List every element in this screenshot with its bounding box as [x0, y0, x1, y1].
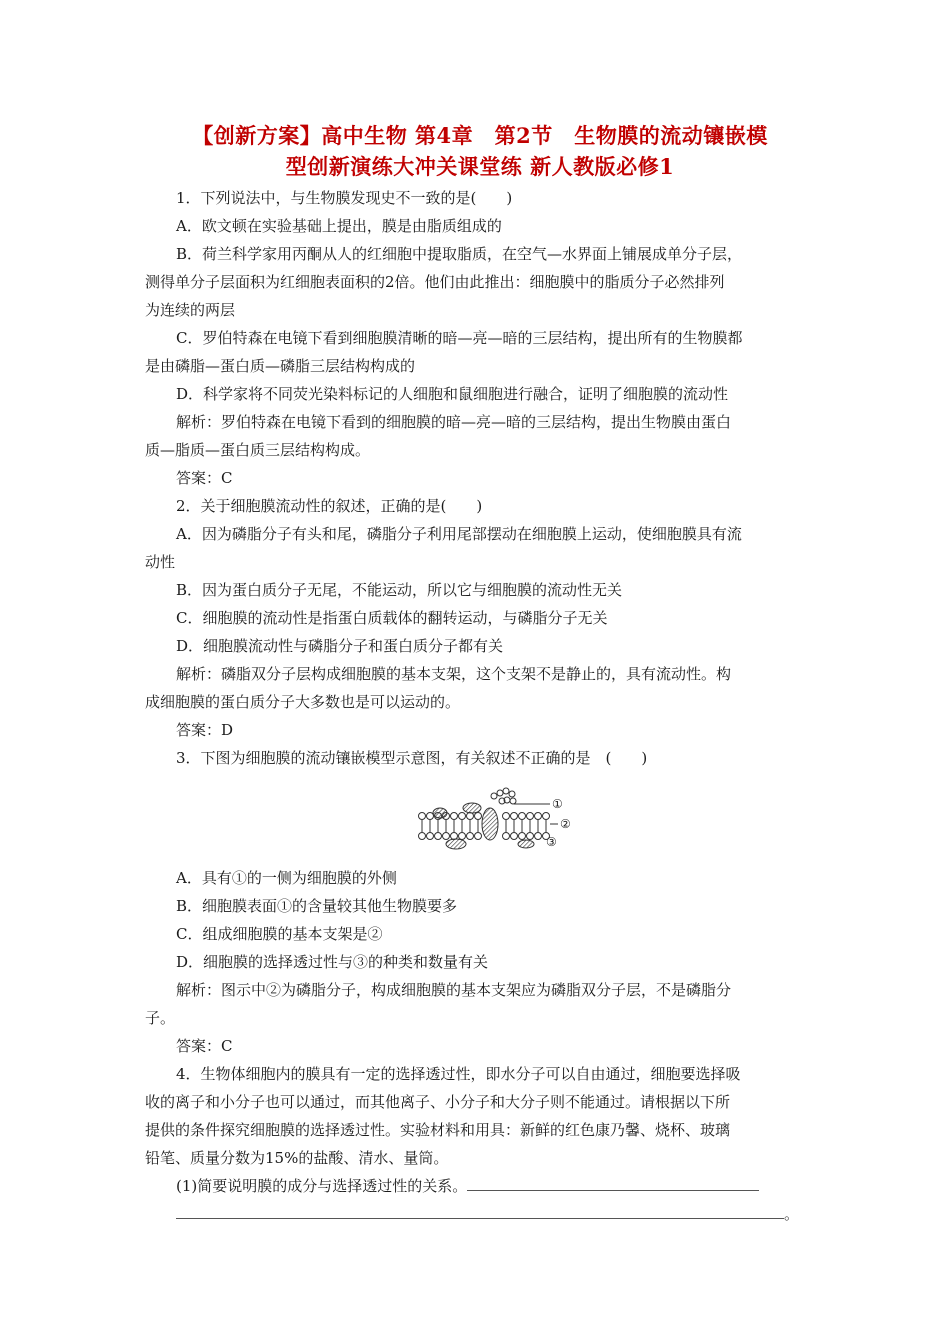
integral-protein: [482, 808, 498, 840]
q4-paragraph-line3: 提供的条件探究细胞膜的选择透过性。实验材料和用具：新鲜的红色康乃馨、烧杯、玻璃: [145, 1121, 731, 1139]
title-line-1: 【创新方案】高中生物 第4章 第2节 生物膜的流动镶嵌模: [192, 123, 768, 148]
peripheral-protein-3: [518, 840, 534, 848]
q1-option-b-line2: 测得单分子层面积为红细胞表面积的2倍。他们由此推出：细胞膜中的脂质分子必然排列: [145, 273, 725, 291]
surface-protein: [463, 803, 481, 813]
q1-option-a: A．欧文顿在实验基础上提出，膜是由脂质组成的: [176, 217, 502, 235]
q1-option-c-line2: 是由磷脂—蛋白质—磷脂三层结构构成的: [145, 357, 416, 375]
answer-blank-1[interactable]: [467, 1176, 759, 1191]
q3-option-d: D．细胞膜的选择透过性与③的种类和数量有关: [176, 953, 489, 971]
q1-option-c-line1: C．罗伯特森在电镜下看到细胞膜清晰的暗—亮—暗的三层结构，提出所有的生物膜都: [176, 329, 743, 347]
title-line-2: 型创新演练大冲关课堂练 新人教版必修1: [285, 154, 675, 179]
q1-option-b-line1: B．荷兰科学家用丙酮从人的红细胞中提取脂质，在空气—水界面上铺展成单分子层，: [176, 245, 743, 263]
answer-end-mark: 。: [784, 1205, 800, 1223]
q4-answer-line-2: [176, 1204, 816, 1224]
q2-answer: 答案：D: [176, 721, 234, 739]
q2-option-d: D．细胞膜流动性与磷脂分子和蛋白质分子都有关: [176, 637, 504, 655]
q3-stem: 3．下图为细胞膜的流动镶嵌模型示意图，有关叙述不正确的是 ( ): [176, 749, 648, 767]
q4-paragraph-line1: 4．生物体细胞内的膜具有一定的选择透过性，即水分子可以自由通过，细胞要选择吸: [176, 1065, 741, 1083]
q4-subquestion-1-text: (1)简要说明膜的成分与选择透过性的关系。: [176, 1177, 468, 1195]
q3-explanation-line1: 解析：图示中②为磷脂分子，构成细胞膜的基本支架应为磷脂双分子层，不是磷脂分: [176, 981, 732, 999]
q3-answer: 答案：C: [176, 1037, 233, 1055]
q3-option-c: C．组成细胞膜的基本支架是②: [176, 925, 383, 943]
q2-option-a-line1: A．因为磷脂分子有头和尾，磷脂分子利用尾部摆动在细胞膜上运动，使细胞膜具有流: [176, 525, 742, 543]
peripheral-protein-2: [446, 839, 466, 849]
q1-option-d: D．科学家将不同荧光染料标记的人细胞和鼠细胞进行融合，证明了细胞膜的流动性: [176, 385, 729, 403]
q1-answer: 答案：C: [176, 469, 233, 487]
q4-paragraph-line2: 收的离子和小分子也可以通过，而其他离子、小分子和大分子则不能通过。请根据以下所: [145, 1093, 731, 1111]
fluid-mosaic-membrane-figure: [410, 786, 580, 856]
q2-option-b: B．因为蛋白质分子无尾，不能运动，所以它与细胞膜的流动性无关: [176, 581, 623, 599]
q2-explanation-line2: 成细胞膜的蛋白质分子大多数也是可以运动的。: [145, 693, 461, 711]
glycoprotein-chain: [491, 788, 516, 804]
q4-subquestion-1: [176, 1176, 816, 1196]
q2-option-c: C．细胞膜的流动性是指蛋白质载体的翻转运动，与磷脂分子无关: [176, 609, 608, 627]
q3-option-a: A．具有①的一侧为细胞膜的外侧: [176, 869, 397, 887]
answer-blank-2[interactable]: [176, 1204, 784, 1219]
q1-explanation-line2: 质—脂质—蛋白质三层结构构成。: [145, 441, 371, 459]
q1-explanation-line1: 解析：罗伯特森在电镜下看到的细胞膜的暗—亮—暗的三层结构，提出生物膜由蛋白: [176, 413, 732, 431]
q2-explanation-line1: 解析：磷脂双分子层构成细胞膜的基本支架，这个支架不是静止的，具有流动性。构: [176, 665, 732, 683]
q3-option-b: B．细胞膜表面①的含量较其他生物膜要多: [176, 897, 458, 915]
label-2: ②: [560, 817, 571, 831]
q4-paragraph-line4: 铅笔、质量分数为15%的盐酸、清水、量筒。: [145, 1149, 449, 1167]
peripheral-protein-1: [433, 808, 447, 818]
q1-stem: 1．下列说法中，与生物膜发现史不一致的是( ): [176, 189, 513, 207]
label-3: ③: [546, 835, 557, 849]
q1-option-b-line3: 为连续的两层: [145, 301, 236, 319]
label-1: ①: [552, 797, 563, 811]
document-title: [120, 120, 840, 182]
q2-stem: 2．关于细胞膜流动性的叙述，正确的是( ): [176, 497, 483, 515]
q3-explanation-line2: 子。: [145, 1009, 176, 1027]
q2-option-a-line2: 动性: [145, 553, 176, 571]
